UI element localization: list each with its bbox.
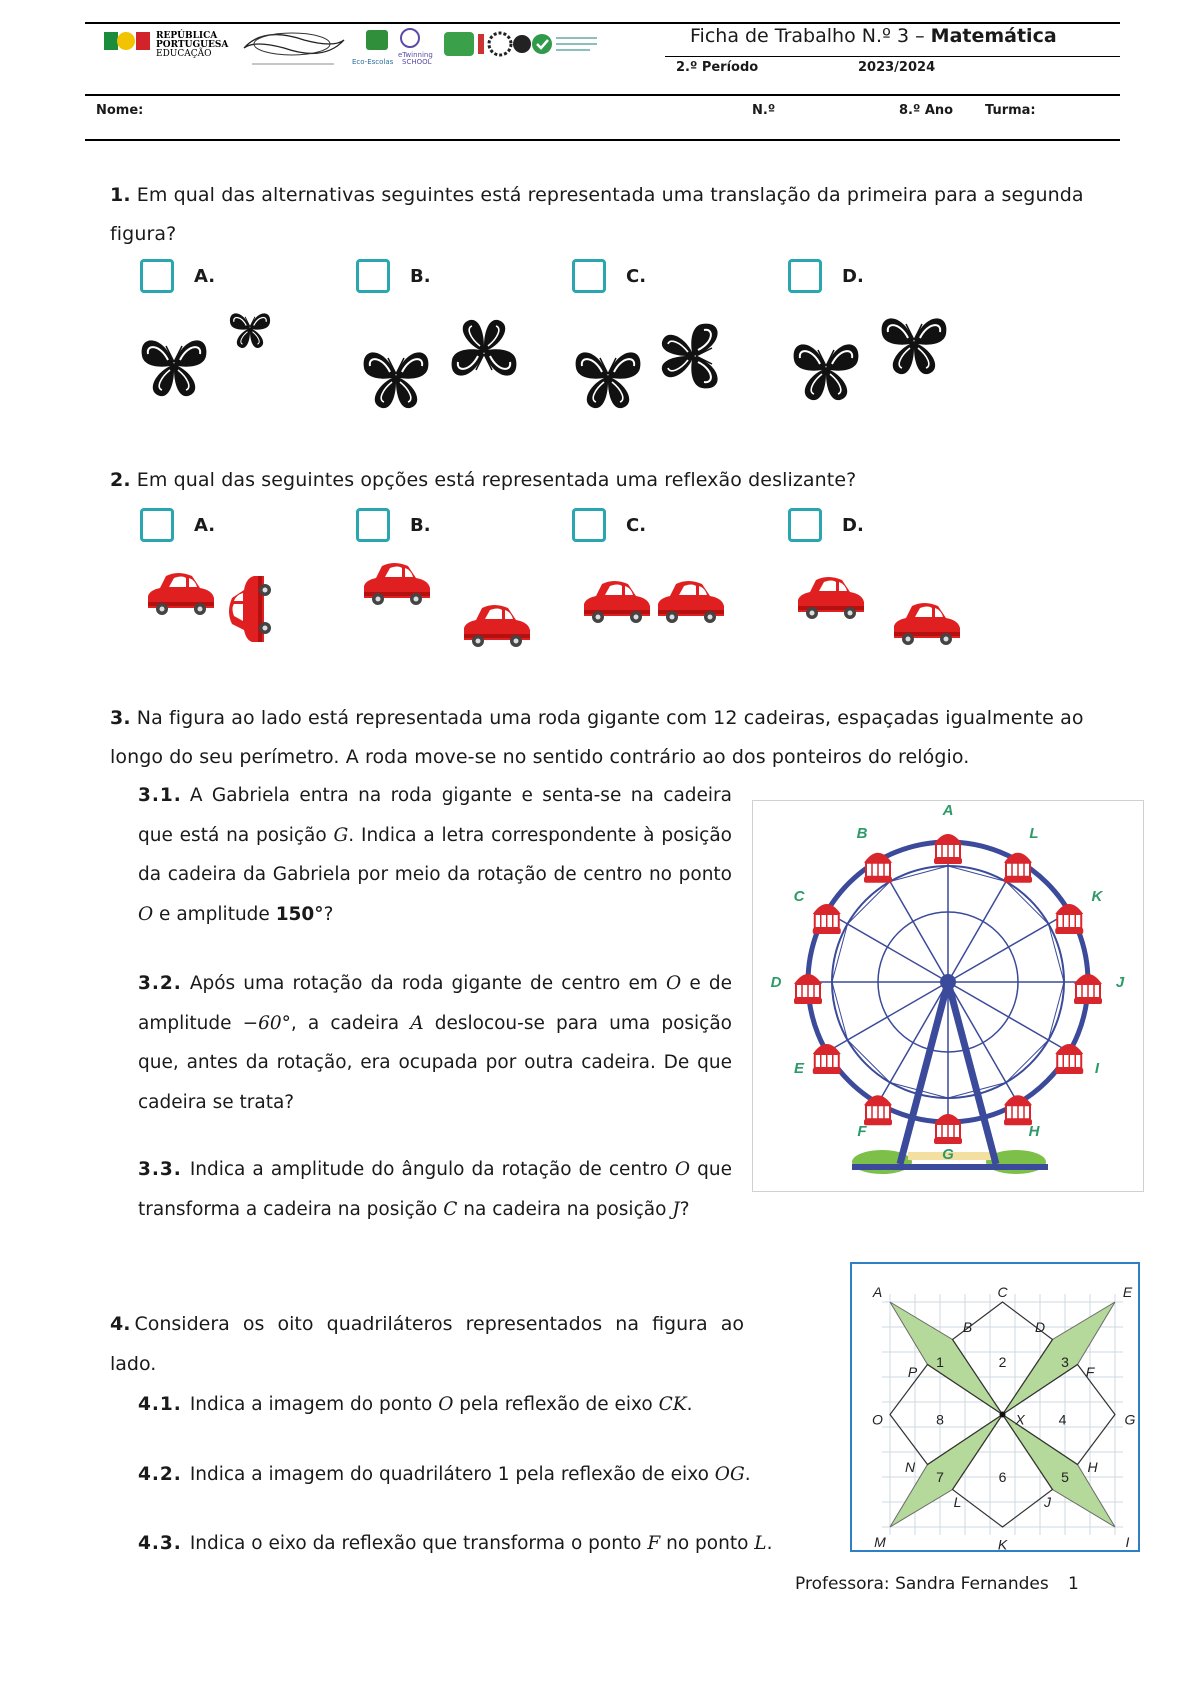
- grid-point-l: L: [953, 1494, 962, 1510]
- wheel-label-h: H: [1028, 1122, 1040, 1140]
- grid-point-n: N: [904, 1459, 916, 1475]
- shape-number-6: 6: [998, 1469, 1007, 1485]
- wheel-label-k: K: [1091, 888, 1103, 905]
- wheel-label-j: J: [1115, 974, 1125, 991]
- grid-point-k: K: [997, 1536, 1008, 1553]
- shape-number-8: 8: [936, 1411, 944, 1428]
- grid-point-f: F: [1085, 1364, 1095, 1380]
- grid-point-j: J: [1044, 1494, 1051, 1510]
- period-label: 2.º Período: [676, 60, 759, 75]
- butterfly-b1: [364, 352, 429, 408]
- question-3-1: 3.1. A Gabriela entra na roda gigante e senta-se na cadeira que está na posição G. Indica a letra correspondente à posição da cadeira da Gabriela por meio da rotação de centro no ponto O e amplitude 150°?: [138, 785, 733, 925]
- question-4-1-number: 4.1.: [138, 1394, 182, 1415]
- wheel-base: [852, 1164, 1048, 1170]
- question-3-text: Na figura ao lado está representada uma roda gigante com 12 cadeiras, espaçadas igualmente ao longo do seu perímetro. A roda move-se no sentido contrário ao dos ponteiros do relógio.: [110, 707, 1084, 768]
- question-3-1-number: 3.1.: [138, 785, 182, 806]
- document-subject: Matemática: [930, 25, 1057, 47]
- question-3-3-number: 3.3.: [138, 1159, 182, 1180]
- q1-option-c[interactable]: C.: [572, 259, 646, 293]
- question-3-3: 3.3. Indica a amplitude do ângulo da rotação de centro O que transforma a cadeira na posição C na cadeira na posição J?: [138, 1159, 732, 1220]
- q1-checkbox-b[interactable]: [356, 259, 390, 293]
- grid-point-e: E: [1122, 1284, 1133, 1300]
- car-a1: [148, 573, 214, 615]
- shape-number-2: 2: [998, 1354, 1007, 1370]
- logo-republica: REPÚBLICA: [156, 31, 218, 41]
- grid-point-c: C: [997, 1284, 1008, 1300]
- flag-green: [104, 32, 118, 50]
- q2-option-a[interactable]: A.: [140, 508, 215, 542]
- q2-checkbox-a[interactable]: [140, 508, 174, 542]
- butterfly-a1: [142, 340, 207, 396]
- document-title: Ficha de Trabalho N.º 3 – Matemática: [690, 25, 1057, 47]
- butterfly-d2: [882, 318, 947, 374]
- car-b2: [464, 605, 530, 647]
- eco-escolas-logo: [366, 30, 388, 50]
- wheel-label-f: F: [857, 1122, 867, 1140]
- grid-point-h: H: [1087, 1459, 1098, 1475]
- question-2-number: 2.: [110, 469, 131, 491]
- q1-checkbox-d[interactable]: [788, 259, 822, 293]
- shape-number-5: 5: [1061, 1469, 1069, 1485]
- wheel-label-d: D: [770, 974, 782, 991]
- butterfly-c1: [576, 352, 641, 408]
- wheel-label-b: B: [856, 825, 868, 843]
- q2-option-c[interactable]: C.: [572, 508, 646, 542]
- school-emblem: [244, 35, 344, 54]
- question-3-number: 3.: [110, 707, 131, 729]
- question-1-number: 1.: [110, 184, 131, 206]
- car-d1: [798, 577, 864, 619]
- quadrilaterals-figure: [850, 1262, 1140, 1552]
- question-4-text: Considera os oito quadriláteros representados na figura ao lado.: [110, 1313, 744, 1375]
- question-1-text: Em qual das alternativas seguintes está representada uma translação da primeira para a segunda figura?: [110, 184, 1084, 245]
- grid-point-a: A: [872, 1284, 883, 1300]
- wheel-label-a: A: [942, 802, 954, 819]
- car-d2: [894, 603, 960, 645]
- svg-text:SCHOOL: SCHOOL: [402, 58, 432, 66]
- question-4-3: 4.3. Indica o eixo da reflexão que transforma o ponto F no ponto L.: [138, 1533, 773, 1554]
- wheel-center-O: [940, 974, 956, 990]
- question-2: [110, 461, 1110, 500]
- question-3-2-number: 3.2.: [138, 973, 182, 994]
- car-b1: [364, 563, 430, 605]
- name-label: Nome:: [96, 103, 144, 118]
- car-figures: [0, 560, 1200, 670]
- gear-logo: [489, 33, 511, 55]
- wheel-label-c: C: [793, 888, 805, 905]
- grid-point-b: B: [962, 1319, 973, 1335]
- car-c2: [658, 581, 724, 623]
- check-logo: [532, 34, 552, 54]
- selo-logo: [444, 32, 474, 56]
- school-year: 2023/2024: [858, 60, 936, 75]
- grid-point-i: I: [1125, 1534, 1130, 1550]
- question-4-1: 4.1. Indica a imagem do ponto O pela reflexão de eixo CK.: [138, 1394, 693, 1415]
- class-label: Turma:: [985, 103, 1036, 118]
- header-top-rule: [85, 22, 1120, 24]
- q1-option-a[interactable]: A.: [140, 259, 215, 293]
- question-2-text: Em qual das seguintes opções está representada uma reflexão deslizante?: [136, 469, 857, 491]
- butterfly-figures: [0, 300, 1200, 440]
- etwinning-logo: [401, 29, 419, 47]
- butterfly-d1: [794, 344, 859, 400]
- q2-option-b[interactable]: B.: [356, 508, 431, 542]
- logo-portuguesa: PORTUGUESA: [156, 40, 229, 50]
- question-4-number: 4.: [110, 1313, 131, 1335]
- school-logos: [102, 26, 622, 70]
- footer-teacher: Professora: Sandra Fernandes: [795, 1574, 1049, 1594]
- grid-point-m: M: [874, 1534, 886, 1550]
- svg-text:eTwinning: eTwinning: [398, 51, 433, 59]
- shape-number-1: 1: [936, 1354, 944, 1370]
- wheel-label-l: L: [1029, 825, 1039, 843]
- question-1: [110, 176, 1110, 254]
- grid-point-g: G: [1124, 1411, 1136, 1428]
- q2-option-d[interactable]: D.: [788, 508, 864, 542]
- name-top-rule: [85, 94, 1120, 96]
- shape-number-4: 4: [1058, 1411, 1067, 1428]
- flag-yellow: [117, 32, 135, 50]
- q1-option-b[interactable]: B.: [356, 259, 431, 293]
- question-4: [110, 1305, 744, 1384]
- number-label: N.º: [752, 103, 776, 118]
- car-a2: [229, 576, 271, 642]
- grade-label: 8.º Ano: [899, 103, 954, 118]
- q2-checkbox-b[interactable]: [356, 508, 390, 542]
- question-4-2-number: 4.2.: [138, 1464, 182, 1485]
- question-4-3-number: 4.3.: [138, 1533, 182, 1554]
- page-number: 1: [1068, 1574, 1079, 1594]
- q1-option-d[interactable]: D.: [788, 259, 864, 293]
- ferris-wheel-figure: [752, 800, 1144, 1192]
- grid-point-d: D: [1034, 1319, 1046, 1335]
- shape-number-3: 3: [1061, 1354, 1069, 1370]
- point-x-dot: [1000, 1412, 1006, 1418]
- question-3-2: 3.2. Após uma rotação da roda gigante de centro em O e de amplitude −60°, a cadeira A deslocou-se para uma posição que, antes da rotação, era ocupada por outra cadeira. De que cadeira se trata?: [138, 973, 732, 1113]
- wheel-label-g: G: [942, 1146, 954, 1163]
- grid-point-o: O: [872, 1411, 883, 1428]
- wheel-label-e: E: [794, 1060, 805, 1077]
- grid-point-p: P: [907, 1364, 918, 1380]
- car-c1: [584, 581, 650, 623]
- butterfly-b2: [452, 320, 517, 376]
- shape-number-7: 7: [936, 1469, 944, 1485]
- wheel-label-i: I: [1094, 1060, 1100, 1077]
- title-rule: [665, 56, 1120, 57]
- q2-checkbox-d[interactable]: [788, 508, 822, 542]
- svg-text:Eco-Escolas: Eco-Escolas: [352, 58, 394, 66]
- logo-educacao: EDUCAÇÃO: [156, 49, 212, 59]
- butterfly-c2: [662, 324, 718, 389]
- question-4-2: 4.2. Indica a imagem do quadrilátero 1 pela reflexão de eixo OG.: [138, 1464, 751, 1485]
- flag-red: [136, 32, 150, 50]
- q1-checkbox-a[interactable]: [140, 259, 174, 293]
- name-bottom-rule: [85, 139, 1120, 141]
- question-3: [110, 699, 1100, 777]
- butterfly-a2: [230, 313, 270, 348]
- q2-checkbox-c[interactable]: [572, 508, 606, 542]
- grid-point-x: X: [1015, 1411, 1025, 1428]
- q1-checkbox-c[interactable]: [572, 259, 606, 293]
